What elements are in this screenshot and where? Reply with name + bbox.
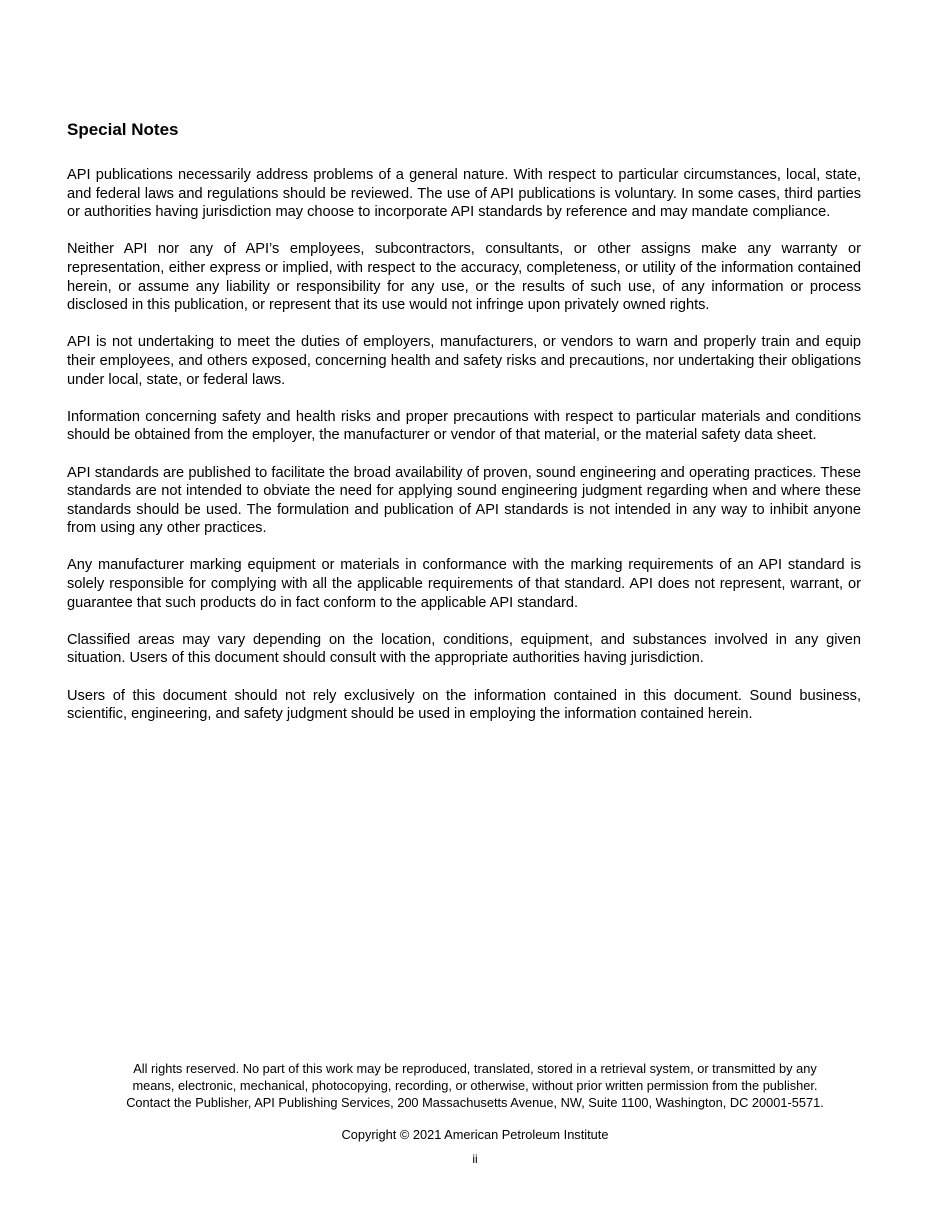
paragraph: API is not undertaking to meet the duties of employers, manufacturers, or vendors to warn and properly train and equip their employees, and others exposed, concerning health and safety risks and precautions, nor undertaking their obligations under local, state, or federal laws. — [67, 334, 861, 388]
rights-notice — [0, 1060, 950, 1111]
paragraph: API standards are published to facilitate the broad availability of proven, sound engineering and operating practices. These standards are not intended to obviate the need for applying sound engineering judgment regarding when and where these standards should be used. The formulation and publication of API standards is not intended in any way to inhibit anyone from using any other practices. — [67, 464, 861, 537]
paragraph: Any manufacturer marking equipment or materials in conformance with the marking requirements of an API standard is solely responsible for complying with all the applicable requirements of that standard. API does not represent, warrant, or guarantee that such products do in fact conform to the applicable API standard. — [67, 557, 861, 611]
paragraph: Users of this document should not rely exclusively on the information contained in this document. Sound business, scientific, engineering, and safety judgment should be used in employing the information contained herein. — [67, 687, 861, 723]
paragraph: API publications necessarily address problems of a general nature. With respect to particular circumstances, local, state, and federal laws and regulations should be reviewed. The use of API publications is voluntary. In some cases, third parties or authorities having jurisdiction may choose to incorporate API standards by reference and may mandate compliance. — [67, 167, 861, 221]
section-heading: Special Notes — [67, 120, 179, 139]
copyright: Copyright © 2021 American Petroleum Institute — [341, 1127, 609, 1142]
page-number: ii — [472, 1152, 478, 1166]
rights-line: means, electronic, mechanical, photocopying, recording, or otherwise, without prior written permission from the publisher. — [132, 1078, 818, 1093]
special-notes-body — [67, 166, 861, 742]
paragraph: Information concerning safety and health risks and proper precautions with respect to particular materials and conditions should be obtained from the employer, the manufacturer or vendor of that material, or the material safety data sheet. — [67, 408, 861, 444]
rights-line: All rights reserved. No part of this work may be reproduced, translated, stored in a retrieval system, or transmitted by any — [133, 1061, 817, 1076]
paragraph: Classified areas may vary depending on the location, conditions, equipment, and substances involved in any given situation. Users of this document should consult with the appropriate authorities having jurisdiction. — [67, 631, 861, 667]
paragraph: Neither API nor any of API’s employees, subcontractors, consultants, or other assigns make any warranty or representation, either express or implied, with respect to the accuracy, completeness, or utility of the information contained herein, or assume any liability or responsibility for any use, or the results of such use, of any information or process disclosed in this publication, or represent that its use would not infringe upon privately owned rights. — [67, 241, 861, 314]
rights-line: Contact the Publisher, API Publishing Services, 200 Massachusetts Avenue, NW, Suite 1100, Washington, DC 20001-5571. — [126, 1095, 824, 1110]
